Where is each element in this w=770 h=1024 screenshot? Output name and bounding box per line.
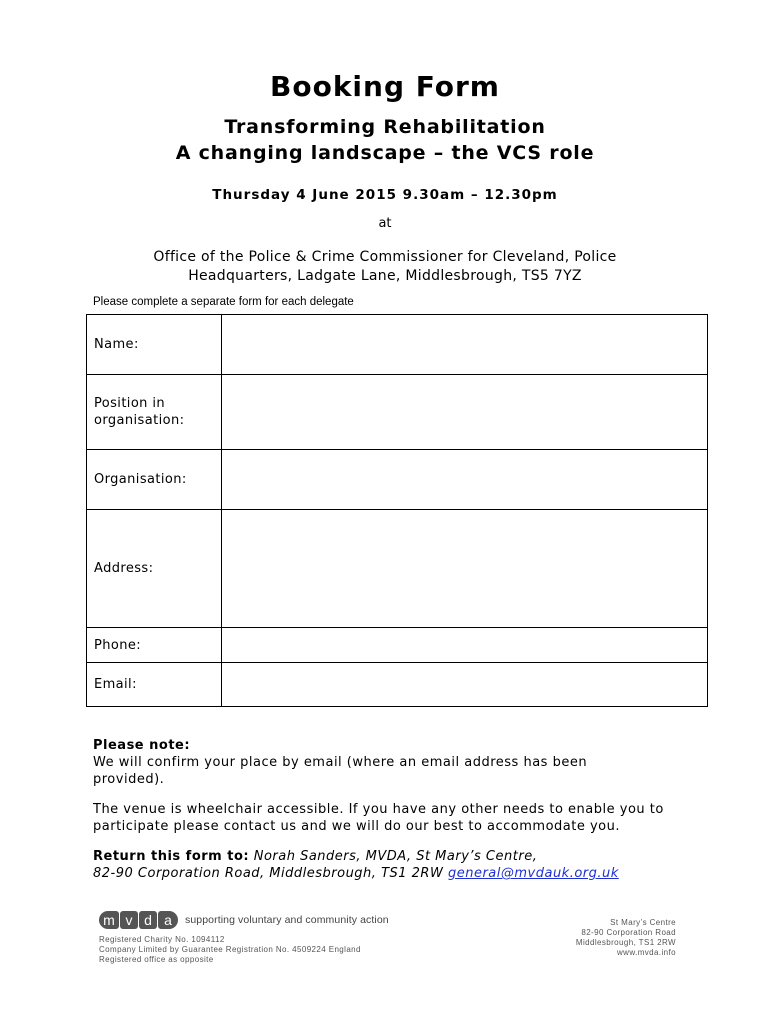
- office-address: [576, 918, 676, 958]
- address-label: Address:: [87, 510, 222, 628]
- event-date: Thursday 4 June 2015 9.30am – 12.30pm: [212, 187, 558, 203]
- at-text: at: [378, 216, 392, 231]
- organisation-label: Organisation:: [87, 450, 222, 510]
- form-row-name: [87, 315, 708, 375]
- logo-letter: a: [158, 911, 178, 929]
- confirm-line-1: We will confirm your place by email (where an email address has been: [93, 755, 588, 770]
- address-line-2: 82-90 Corporation Road: [581, 928, 676, 937]
- return-label: Return this form to:: [93, 849, 250, 864]
- email-label: Email:: [87, 663, 222, 707]
- logo-letter: m: [99, 911, 119, 929]
- company-registration: Company Limited by Guarantee Registration No. 4509224 England: [99, 945, 361, 954]
- position-field[interactable]: [222, 375, 708, 450]
- registered-office: Registered office as opposite: [99, 955, 214, 964]
- logo-letter: v: [120, 911, 138, 929]
- form-row-email: [87, 663, 708, 707]
- position-label-line-1: Position in: [94, 396, 165, 411]
- registration-details: [99, 935, 361, 965]
- venue-note-line-1: The venue is wheelchair accessible. If you have any other needs to enable you to: [93, 802, 664, 817]
- logo-letter: d: [139, 911, 157, 929]
- form-row-position: [87, 375, 708, 450]
- event-subtitle: A changing landscape – the VCS role: [175, 142, 595, 164]
- return-address-line-1: Norah Sanders, MVDA, St Mary’s Centre,: [249, 849, 538, 864]
- email-field[interactable]: [222, 663, 708, 707]
- form-instruction: Please complete a separate form for each delegate: [93, 296, 354, 308]
- venue-note-line-2: participate please contact us and we will do our best to accommodate you.: [93, 819, 620, 834]
- notes-section: [93, 737, 713, 895]
- logo-tagline: supporting voluntary and community action: [185, 914, 389, 926]
- return-address-line-2: 82-90 Corporation Road, Middlesbrough, TS1 2RW: [93, 866, 448, 881]
- venue-line-2: Headquarters, Ladgate Lane, Middlesbrough, TS5 7YZ: [188, 268, 582, 284]
- position-label-line-2: organisation:: [94, 413, 185, 428]
- venue-line-1: Office of the Police & Crime Commissioner for Cleveland, Police: [153, 249, 617, 265]
- address-line-3: Middlesbrough, TS1 2RW: [575, 938, 676, 947]
- name-field[interactable]: [222, 315, 708, 375]
- confirmation-note: [93, 737, 713, 788]
- return-email-link[interactable]: general@mvdauk.org.uk: [447, 866, 619, 881]
- form-row-address: [87, 510, 708, 628]
- position-label: [87, 375, 222, 450]
- booking-form-table: [86, 314, 708, 707]
- phone-field[interactable]: [222, 628, 708, 663]
- mvda-logo: [99, 911, 389, 929]
- form-row-phone: [87, 628, 708, 663]
- confirm-line-2: provided).: [93, 772, 165, 787]
- return-instructions: [93, 848, 713, 882]
- page-title: Booking Form: [270, 70, 500, 103]
- organisation-field[interactable]: [222, 450, 708, 510]
- phone-label: Phone:: [87, 628, 222, 663]
- event-venue: [0, 248, 770, 286]
- name-label: Name:: [87, 315, 222, 375]
- form-row-organisation: [87, 450, 708, 510]
- address-line-1: St Mary’s Centre: [610, 918, 676, 927]
- address-field[interactable]: [222, 510, 708, 628]
- website-link[interactable]: www.mvda.info: [617, 948, 676, 957]
- event-title: Transforming Rehabilitation: [224, 116, 546, 138]
- charity-number: Registered Charity No. 1094112: [99, 935, 225, 944]
- accessibility-note: [93, 801, 713, 835]
- notes-heading: Please note:: [93, 738, 191, 753]
